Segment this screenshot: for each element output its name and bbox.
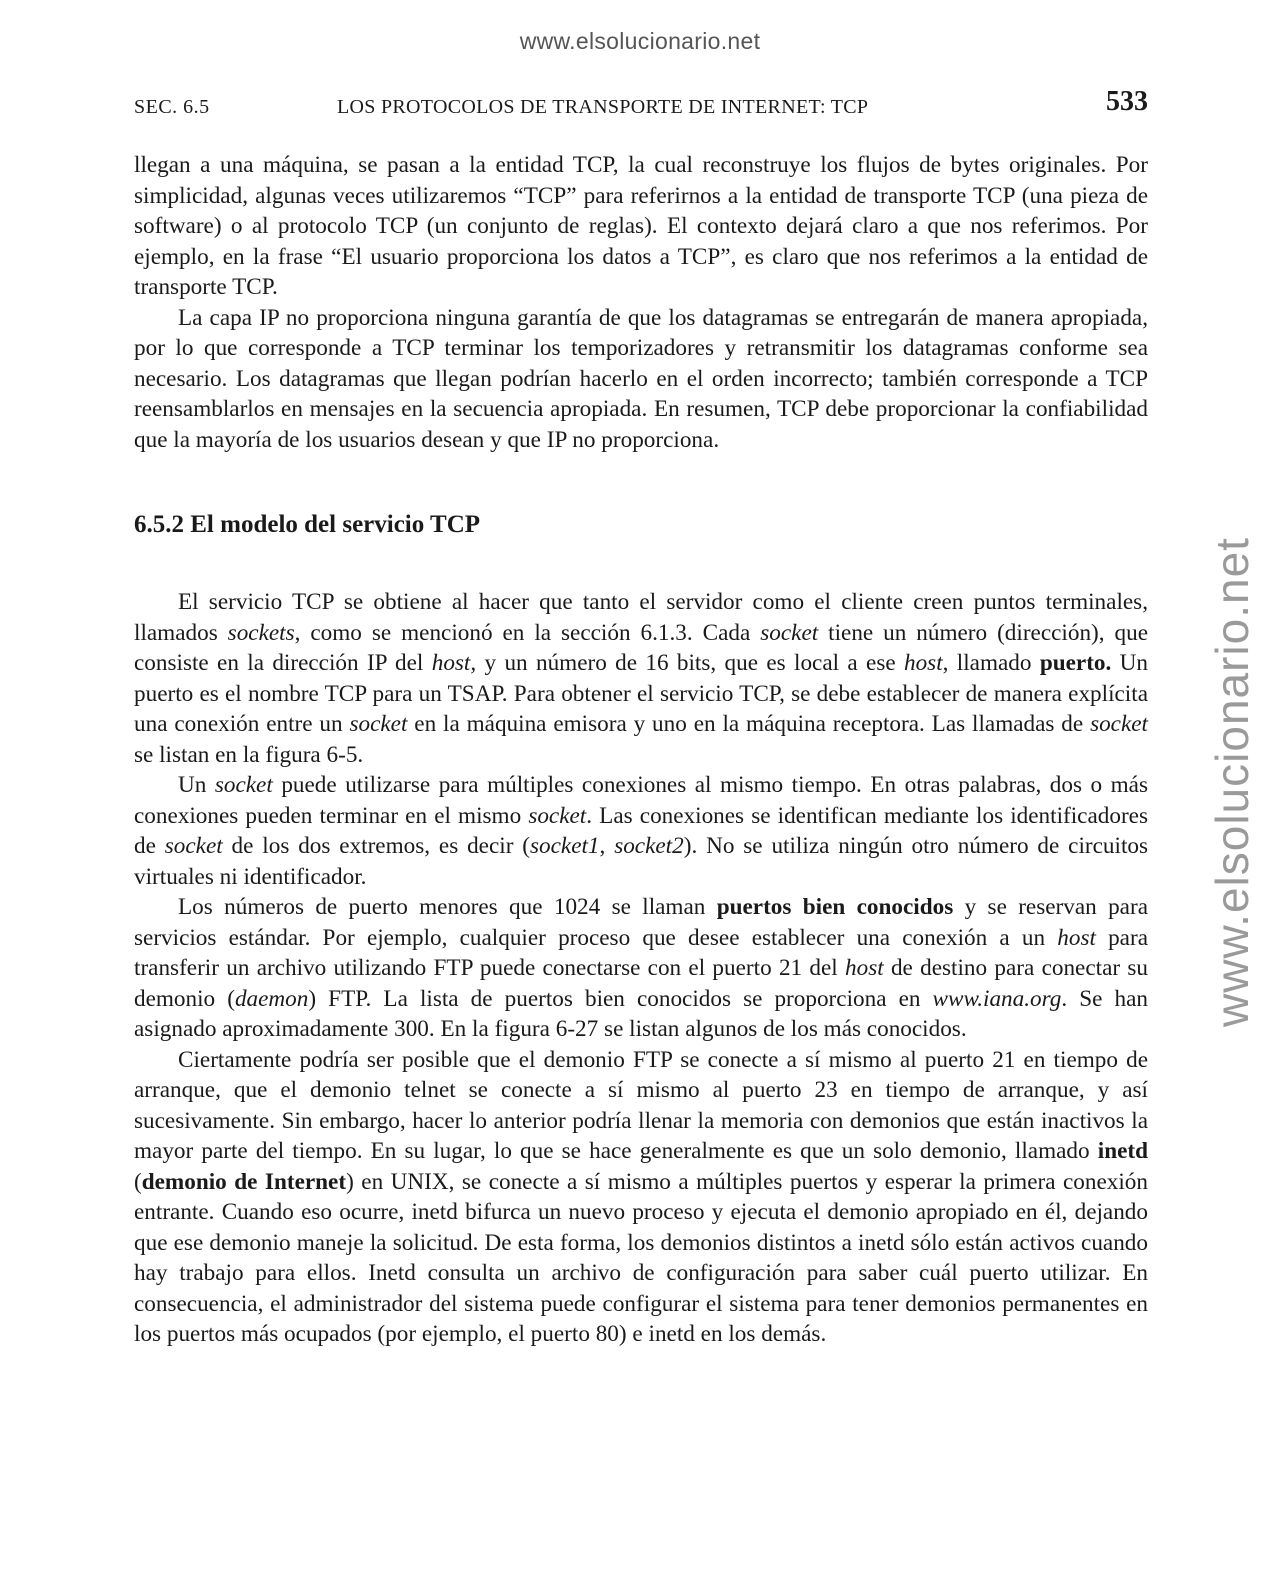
p4-text: Un — [178, 772, 215, 798]
p3-italic: socket — [349, 711, 408, 737]
paragraph-continuation — [134, 150, 1148, 303]
p5-text: y se reservan para servicios estándar. Por ejemplo, cualquier proceso que desee establecer una conexión a un — [134, 894, 1148, 951]
watermark-side-text: www.elsolucionario.net — [1206, 537, 1258, 1027]
p3-italic: host — [903, 650, 943, 676]
p3-text: en la máquina emisora y uno en la máquina receptora. Las llamadas de — [407, 711, 1091, 737]
page-body — [134, 150, 1148, 1350]
p6-text: Ciertamente podría ser posible que el demonio FTP se conecte a sí mismo al puerto 21 en tiempo de arranque, que el demonio telnet se conecte a sí mismo al puerto 23 en tiempo de arranque, y así sucesivamente. Sin embargo, hacer lo anterior podría llenar la memoria con demonios que están inactivos la mayor parte del tiempo. En su lugar, lo que se hace generalmente es que un solo demonio, llamado — [134, 1046, 1148, 1164]
paragraph-ip-layer — [134, 303, 1148, 456]
p3-text: tiene un número (dirección), que consiste en la dirección IP del — [134, 619, 1149, 676]
paragraph-inetd — [134, 1045, 1148, 1350]
p3-italic: host, — [431, 650, 477, 676]
header-chapter-title: LOS PROTOCOLOS DE TRANSPORTE DE INTERNET: TCP — [337, 96, 869, 118]
p4-text: . Las conexiones se identifican mediante los identificadores de — [134, 802, 1148, 859]
p5-italic-url: www.iana.org — [932, 985, 1062, 1012]
p3-text: se listan en la figura 6-5. — [134, 741, 364, 768]
running-head — [134, 86, 1148, 126]
p3-text: Un puerto es el nombre TCP para un TSAP. Para obtener el servicio TCP, se debe establecer de manera explícita una conexión entre un — [134, 650, 1148, 737]
paragraph-multiple-connections — [134, 770, 1148, 892]
p4-italic: socket2 — [614, 833, 684, 859]
paragraph-service-model — [134, 587, 1148, 770]
p3-text: El servicio TCP se obtiene al hacer que tanto el servidor como el cliente creen puntos terminales, llamados — [134, 589, 1148, 646]
p5-text: de destino para conectar su demonio ( — [134, 955, 1148, 1012]
header-section-number: SEC. 6.5 — [134, 96, 210, 118]
p3-text: y un número de 16 bits, que es local a ese — [476, 650, 904, 676]
page-number: 533 — [1106, 86, 1148, 117]
p3-bold-term: puerto. — [1039, 650, 1112, 676]
watermark-top: www.elsolucionario.net — [519, 28, 761, 54]
p5-text: para transferir un archivo utilizando FTP puede conectarse con el puerto 21 del — [134, 924, 1148, 981]
p4-text: puede utilizarse para múltiples conexiones al mismo tiempo. En otras palabras, dos o más conexiones pueden terminar en el mismo — [134, 772, 1148, 829]
p4-text: de los dos extremos, es decir ( — [222, 833, 530, 859]
p1-text: llegan a una máquina, se pasan a la entidad TCP, la cual reconstruye los flujos de bytes originales. Por simplicidad, algunas veces utilizaremos “TCP” para referirnos a la entidad de transporte TCP (una pieza de software) o al protocolo TCP (un conjunto de reglas). El contexto dejará claro a que nos referimos. Por ejemplo, en la frase “El usuario proporciona los datos a TCP”, es claro que nos referimos a la entidad de transporte TCP. — [134, 152, 1148, 300]
p6-text: ) en UNIX, se conecte a sí mismo a múltiples puertos y esperar la primera conexión entrante. Cuando eso ocurre, inetd bifurca un nuevo proceso y ejecuta el demonio apropiado en él, dejando que ese demonio maneje la solicitud. De esta forma, los demonios distintos a inetd sólo están activos cuando hay trabajo para ellos. Inetd consulta un archivo de configuración para saber cuál puerto utilizar. En consecuencia, el administrador del sistema puede configurar el sistema para tener demonios permanentes en los puertos más ocupados (por ejemplo, el puerto 80) e inetd en los demás. — [134, 1168, 1148, 1347]
p4-text: , — [599, 833, 615, 859]
p5-italic: host — [845, 955, 884, 981]
p6-bold-term: demonio de Internet — [141, 1168, 347, 1195]
p4-italic: socket — [164, 833, 223, 859]
p4-text: ). No se utiliza ningún otro número de circuitos virtuales ni identificador. — [134, 833, 1148, 890]
p3-italic: socket — [760, 619, 819, 646]
p4-italic: socket — [528, 802, 587, 829]
p4-italic: socket — [214, 772, 273, 798]
p2-text: La capa IP no proporciona ninguna garantía de que los datagramas se entregarán de manera apropiada, por lo que corresponde a TCP terminar los temporizadores y retransmitir los datagramas conforme sea necesario. Los datagramas que llegan podrían hacerlo en el orden incorrecto; también corresponde a TCP reensamblarlos en mensajes en la secuencia apropiada. En resumen, TCP debe proporcionar la confiabilidad que la mayoría de los usuarios desean y que IP no proporciona. — [134, 304, 1148, 453]
p4-italic: socket1 — [530, 833, 600, 859]
p5-text: Los números de puerto menores que 1024 se llaman — [178, 894, 717, 920]
p5-bold-term: puertos bien conocidos — [716, 894, 954, 920]
p6-text: ( — [134, 1168, 142, 1195]
p3-italic: sockets — [227, 619, 295, 646]
paragraph-well-known-ports — [134, 892, 1148, 1045]
p3-text: , como se mencionó en la sección 6.1.3. Cada — [294, 619, 761, 646]
p3-text: , llamado — [942, 650, 1040, 676]
p5-italic: daemon — [234, 985, 309, 1012]
section-heading: 6.5.2 El modelo del servicio TCP — [134, 511, 481, 538]
p5-italic: host — [1057, 924, 1096, 951]
p6-bold-term: inetd — [1097, 1138, 1148, 1164]
p5-text: ) FTP. La lista de puertos bien conocidos se proporciona en — [308, 985, 933, 1012]
p5-text: . Se han asignado aproximadamente 300. En la figura 6-27 se listan algunos de los más conocidos. — [134, 985, 1148, 1042]
p3-italic: socket — [1090, 711, 1148, 737]
